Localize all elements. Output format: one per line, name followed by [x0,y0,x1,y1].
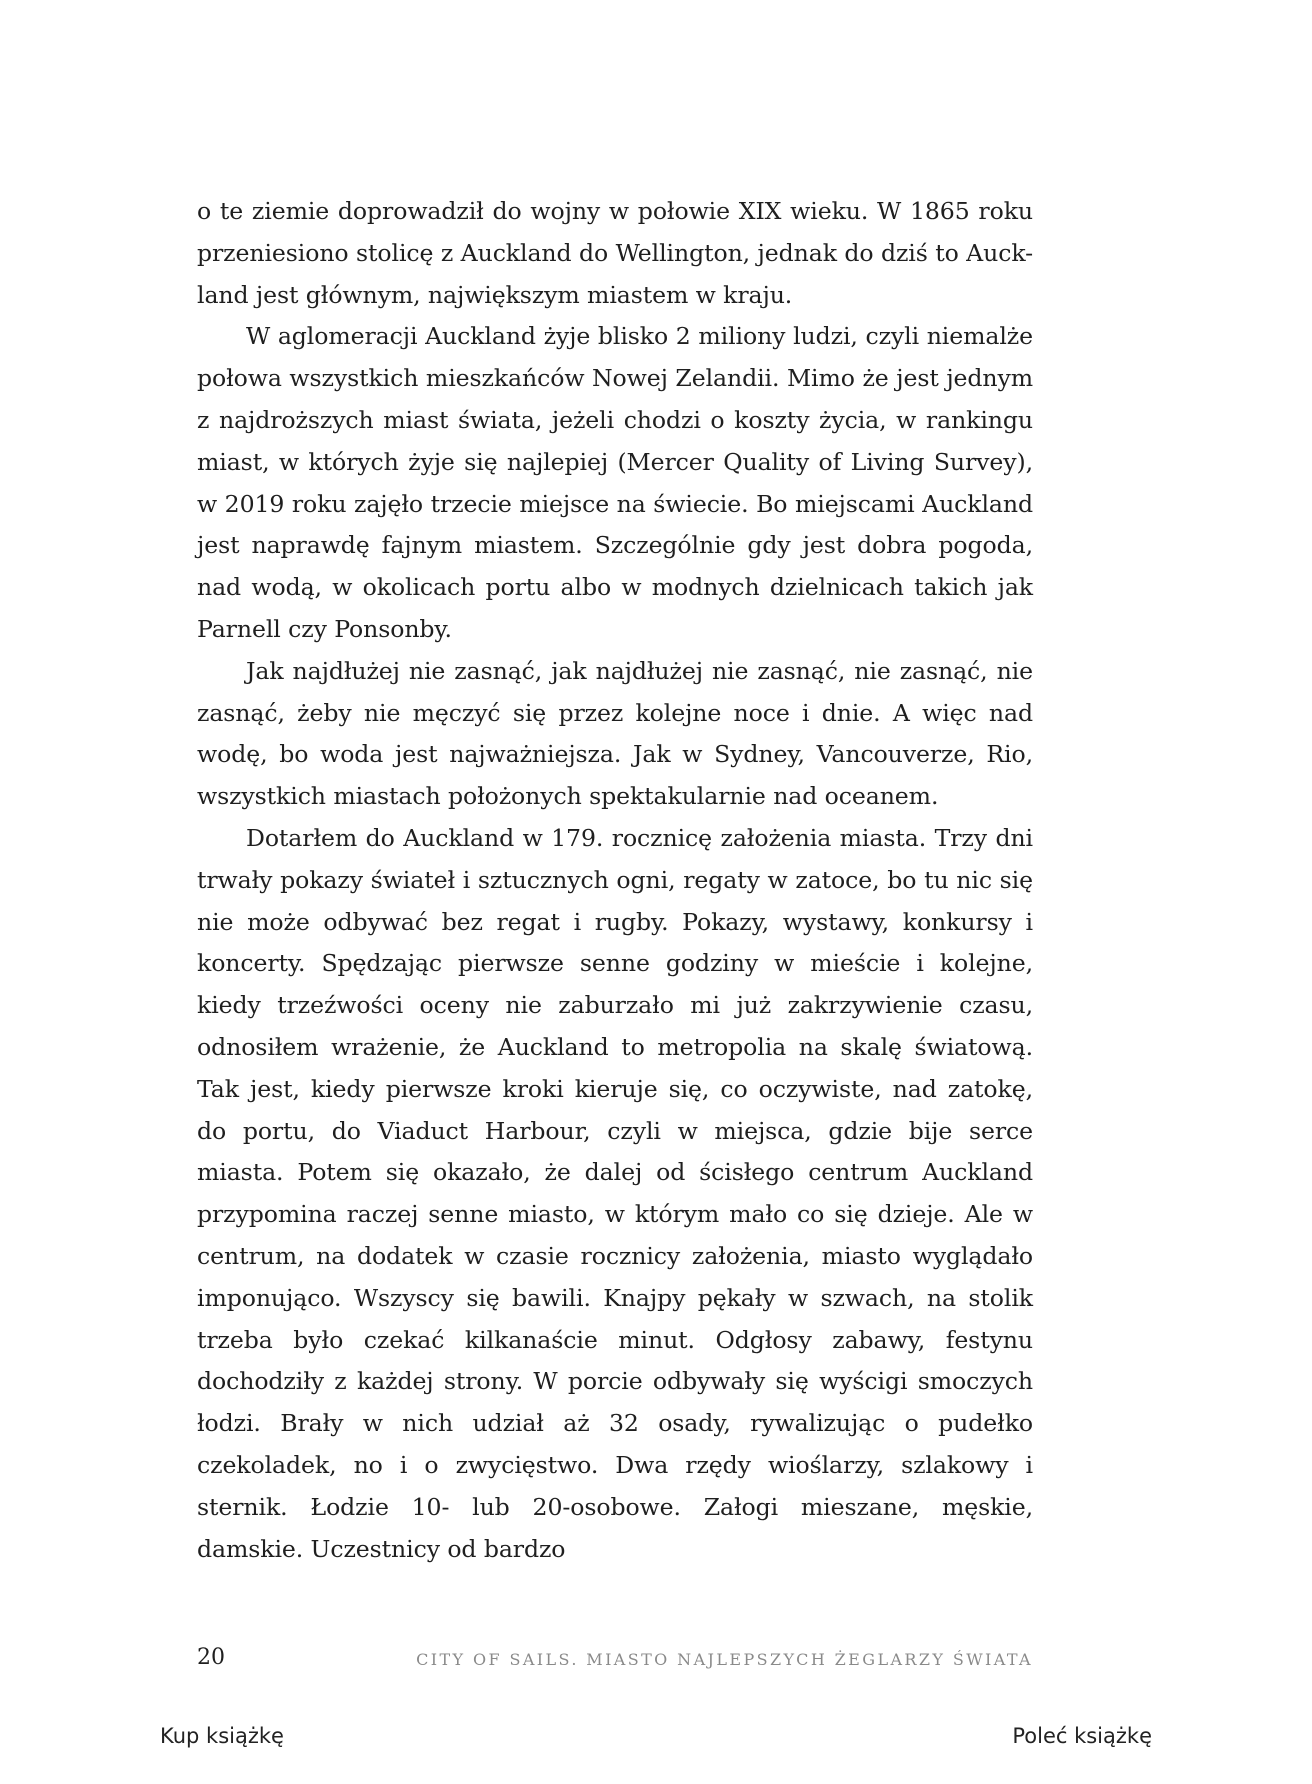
paragraph [197,191,1033,316]
text-line: wyglądało imponująco. Wszyscy się bawili. Knajpy pękały w szwach, na [197,1241,1033,1312]
text-line: kieruje się, co oczywiste, nad zatokę, do portu, do Viaduct Harbour, czyli [197,1074,1033,1145]
text-line: czy Ponsonby. [288,614,452,643]
body-text [197,191,1033,1570]
text-line: przeniesiono stolicę z Auckland do Wellington, jednak do dziś to Auck- [197,238,1033,267]
text-line: zasnąć, żeby nie męczyć się przez kolejne noce i dnie. A więc nad wodę, [197,698,1033,769]
running-head: CITY OF SAILS. MIASTO NAJLEPSZYCH ŻEGLARZY ŚWIATA [416,1650,1033,1669]
text-line: może odbywać bez regat i rugby. Pokazy, wystawy, konkursy i koncerty. [197,907,1033,978]
text-line: łodzi. Brały w nich udział aż 32 osady, rywalizując o pudełko czekoladek, [197,1409,1033,1479]
text-line: miast, w których żyje się najlepiej (Mercer Quality of Living Survey), [197,447,1033,476]
paragraph [197,651,1033,818]
text-line: stolik trzeba było czekać kilkanaście minut. Odgłosy zabawy, festynu [197,1283,1033,1354]
text-line: dochodziły z każdej strony. W porcie odbywały się wyścigi smoczych [197,1367,1033,1396]
text-line: trwały pokazy świateł i sztucznych ogni, regaty w zatoce, bo tu nic się nie [197,865,1033,936]
text-line: o te ziemie doprowadził do wojny w połowie XIX wieku. W 1865 roku [197,197,1033,225]
text-line: jest naprawdę fajnym miastem. Szczególnie gdy jest dobra pogoda, nad [197,531,1033,602]
paragraph [197,818,1033,1570]
text-line: bo woda jest najważniejsza. Jak w Sydney, Vancouverze, Rio, wszystkich [197,740,1033,811]
text-line: oceny nie zaburzało mi już zakrzywienie czasu, odnosiłem wrażenie, że [197,991,1033,1061]
text-line: W aglomeracji Auckland żyje blisko 2 miliony ludzi, czyli niemalże [246,322,1033,351]
text-line: się dzieje. Ale w centrum, na dodatek w czasie rocznicy założenia, miasto [197,1200,1033,1270]
text-line: miastach położonych spektakularnie nad oceanem. [333,782,939,811]
text-line: land jest głównym, największym miastem w kraju. [197,280,793,309]
text-line: w 2019 roku zajęło trzecie miejsce na świecie. Bo miejscami Auckland [197,489,1033,518]
text-line: Jak najdłużej nie zasnąć, jak najdłużej nie zasnąć, nie zasnąć, nie [246,656,1033,685]
text-line: Dotarłem do Auckland w 179. rocznicę założenia miasta. Trzy dni [246,823,1033,852]
text-line: wodą, w okolicach portu albo w modnych dzielnicach takich jak Parnell [197,573,1034,643]
text-line: centrum Auckland przypomina raczej senne miasto, w którym mało co [197,1158,1033,1229]
text-line: Auckland to metropolia na skalę światową. Tak jest, kiedy pierwsze kroki [197,1032,1033,1103]
buy-book-link[interactable]: Kup książkę [160,1724,284,1748]
text-line: połowa wszystkich mieszkańców Nowej Zelandii. Mimo że jest jednym [197,364,1033,393]
recommend-book-link[interactable]: Poleć książkę [1012,1724,1152,1748]
text-line: Spędzając pierwsze senne godziny w mieście i kolejne, kiedy trzeźwości [197,949,1033,1020]
text-line: no i o zwycięstwo. Dwa rzędy wioślarzy, szlakowy i sternik. Łodzie 10- lub [197,1450,1033,1521]
text-line: 20-osobowe. Załogi mieszane, męskie, damskie. Uczestnicy od bardzo [197,1492,1034,1563]
page-number: 20 [197,1645,225,1670]
text-line: w miejsca, gdzie bije serce miasta. Potem się okazało, że dalej od ścisłego [197,1116,1033,1187]
text-line: z najdroższych miast świata, jeżeli chodzi o koszty życia, w rankingu [197,405,1033,434]
paragraph [197,316,1033,650]
